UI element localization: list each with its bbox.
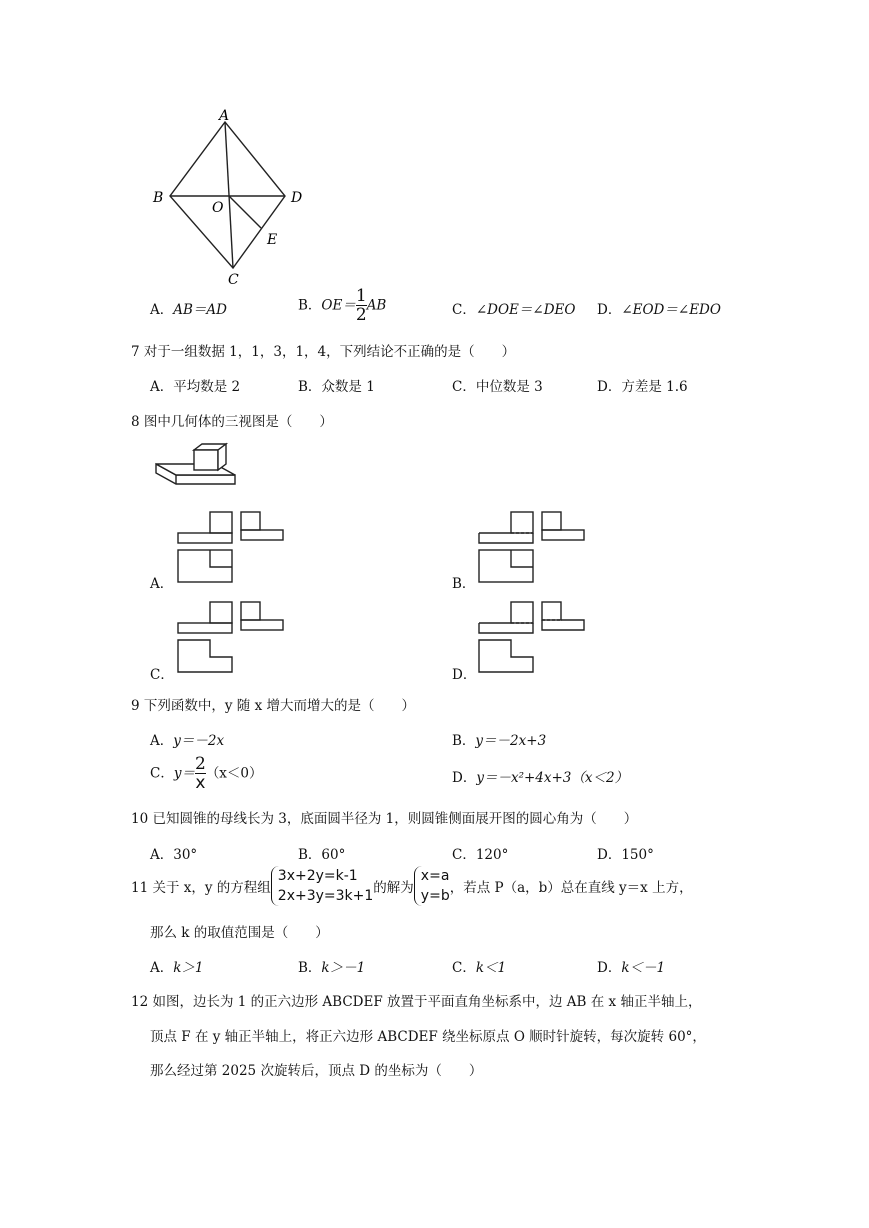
q11-option-b[interactable]: B．k＞－1 (298, 960, 366, 976)
q12-line3: 那么经过第 2025 次旋转后，顶点 D 的坐标为（ ） (150, 1063, 483, 1079)
rhombus-figure (145, 100, 320, 290)
q9-option-d[interactable]: D．y＝－x²+4x+3（x＜2） (452, 770, 629, 786)
label-O: O (212, 200, 224, 216)
q8-views-a (175, 508, 290, 588)
q9-option-c[interactable]: C．y＝ $\frac{2}{x}$ （x＜0） (150, 754, 263, 793)
q7-option-c[interactable]: C．中位数是 3 (452, 379, 543, 395)
label-C: C (228, 272, 239, 288)
q11-option-c[interactable]: C．k＜1 (452, 960, 507, 976)
q8-option-b[interactable]: B． (452, 576, 476, 592)
q7-option-a[interactable]: A．平均数是 2 (150, 379, 241, 395)
q9-option-a[interactable]: A．y＝－2x (150, 733, 225, 749)
q8-option-a[interactable]: A． (150, 576, 174, 592)
q12-line2: 顶点 F 在 y 轴正半轴上，将正六边形 ABCDEF 绕坐标原点 O 顺时针旋转，每次旋转 60°， (150, 1029, 706, 1045)
q10-option-d[interactable]: D．150° (597, 847, 654, 863)
q8-option-d[interactable]: D． (452, 667, 477, 683)
q10-stem: 10 已知圆锥的母线长为 3，底面圆半径为 1，则圆锥侧面展开图的圆心角为（ ） (131, 811, 638, 827)
q8-views-d (476, 598, 591, 678)
q9-stem: 9 下列函数中，y 随 x 增大而增大的是（ ） (131, 698, 415, 714)
solid-3d-figure (150, 440, 240, 495)
q10-option-c[interactable]: C．120° (452, 847, 509, 863)
label-B: B (153, 190, 164, 206)
q10-option-b[interactable]: B．60° (298, 847, 346, 863)
q11-stem-line2: 那么 k 的取值范围是（ ） (150, 925, 329, 941)
q7-stem: 7 对于一组数据 1，1，3，1，4，下列结论不正确的是（ ） (131, 344, 516, 360)
q9-option-b[interactable]: B．y＝－2x+3 (452, 733, 547, 749)
solution-system: x=a y=b (414, 866, 450, 906)
q11-stem: 11 关于 x，y 的方程组 3x+2y=k-1 2x+3y=3k+1 的解为 x=a y=b ，若点 P（a，b）总在直线 y＝x 上方， (131, 868, 693, 904)
equation-system: 3x+2y=k-1 2x+3y=3k+1 (271, 866, 374, 906)
label-A: A (219, 108, 230, 124)
label-D: D (291, 190, 303, 206)
q12-line1: 12 如图，边长为 1 的正六边形 ABCDEF 放置于平面直角坐标系中，边 AB 在 x 轴正半轴上， (131, 994, 702, 1010)
q8-option-c[interactable]: C． (150, 667, 174, 683)
q8-stem: 8 图中几何体的三视图是（ ） (131, 414, 333, 430)
q7-option-d[interactable]: D．方差是 1.6 (597, 379, 688, 395)
q6-option-a[interactable]: A．AB＝AD (150, 302, 227, 318)
fraction-half: $\frac{1}{2}$ (355, 286, 367, 325)
q8-views-b (476, 508, 591, 588)
q11-option-d[interactable]: D．k＜－1 (597, 960, 666, 976)
q6-option-d[interactable]: D．∠EOD＝∠EDO (597, 302, 721, 318)
q6-option-c[interactable]: C．∠DOE＝∠DEO (452, 302, 576, 318)
q7-option-b[interactable]: B．众数是 1 (298, 379, 375, 395)
q6-option-b[interactable]: B．OE＝ $\frac{1}{2}$ AB (298, 286, 387, 325)
fraction-two-over-x: $\frac{2}{x}$ (194, 754, 206, 793)
q8-views-c (175, 598, 290, 678)
q11-option-a[interactable]: A．k＞1 (150, 960, 204, 976)
label-E: E (267, 232, 278, 248)
q10-option-a[interactable]: A．30° (150, 847, 198, 863)
